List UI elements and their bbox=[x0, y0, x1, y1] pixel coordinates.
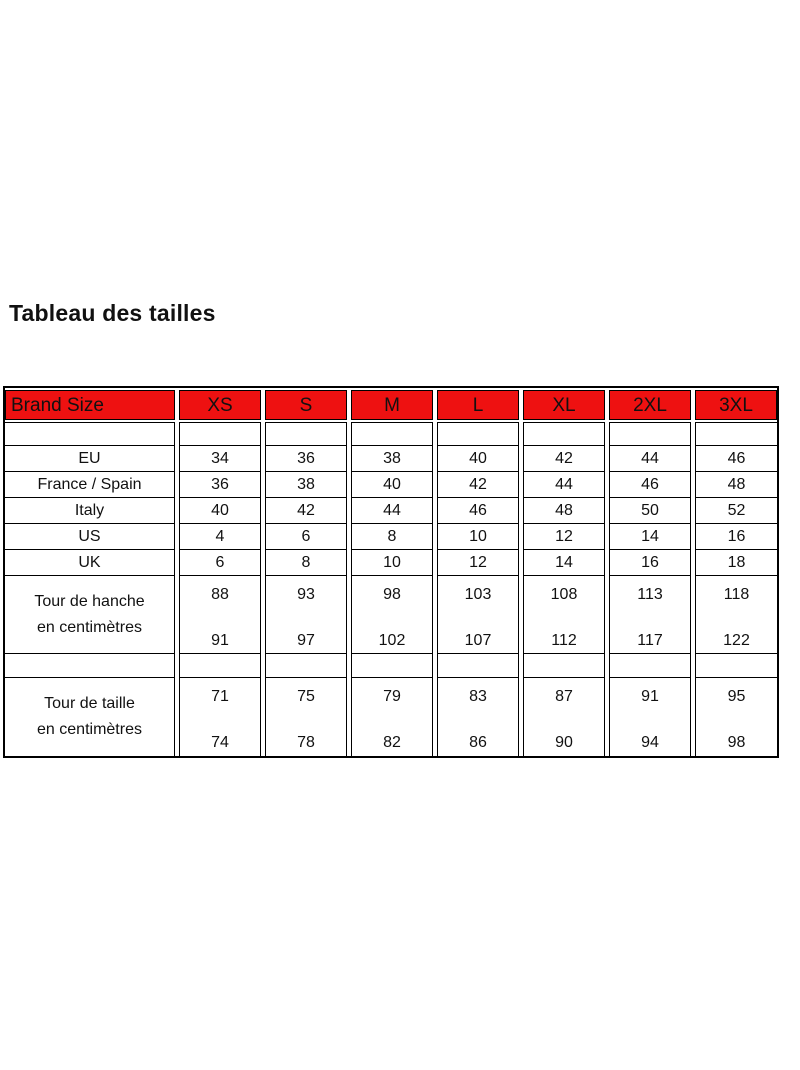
measure-max: 86 bbox=[469, 734, 487, 751]
size-value: 46 bbox=[469, 501, 487, 519]
measure-max: 122 bbox=[723, 631, 750, 649]
size-value: 38 bbox=[297, 475, 315, 493]
measure-min: 103 bbox=[464, 585, 492, 603]
measure-range bbox=[637, 581, 663, 649]
measure-min: 83 bbox=[469, 688, 487, 705]
size-value: 6 bbox=[215, 553, 225, 571]
measure-max: 107 bbox=[464, 631, 492, 649]
size-value: 52 bbox=[727, 501, 746, 519]
measure-range bbox=[555, 683, 573, 751]
measure-min: 88 bbox=[211, 585, 229, 603]
size-value: 44 bbox=[555, 475, 573, 493]
measure-range bbox=[379, 581, 406, 649]
measure-min: 118 bbox=[723, 585, 750, 603]
page-title: Tableau des tailles bbox=[9, 300, 216, 326]
measure-range bbox=[383, 683, 401, 751]
measure-range bbox=[641, 683, 659, 751]
size-value: 48 bbox=[727, 475, 746, 493]
measure-min: 79 bbox=[383, 688, 401, 705]
measure-range bbox=[211, 683, 229, 751]
row-label: US bbox=[78, 527, 101, 545]
measure-min: 113 bbox=[637, 585, 663, 603]
measure-max: 78 bbox=[297, 734, 315, 751]
size-value: 14 bbox=[641, 527, 659, 545]
measure-range bbox=[297, 683, 315, 751]
size-value: 46 bbox=[641, 475, 659, 493]
size-value: 12 bbox=[469, 553, 487, 571]
header-row bbox=[5, 388, 777, 422]
size-value: 10 bbox=[383, 553, 401, 571]
measure-range bbox=[723, 581, 750, 649]
measure-min: 108 bbox=[550, 585, 578, 603]
size-header-3xl: 3XL bbox=[695, 390, 777, 420]
size-value: 40 bbox=[211, 501, 229, 519]
size-value: 14 bbox=[555, 553, 573, 571]
size-value: 4 bbox=[215, 527, 225, 545]
brand-size-header: Brand Size bbox=[5, 390, 175, 420]
waist-row bbox=[5, 678, 777, 756]
measure-max: 112 bbox=[551, 631, 577, 649]
size-value: 50 bbox=[641, 501, 659, 519]
label-line: Tour de taille bbox=[44, 695, 135, 713]
table-row bbox=[5, 550, 777, 576]
size-value: 10 bbox=[469, 527, 487, 545]
table-row bbox=[5, 472, 777, 498]
measure-min: 71 bbox=[211, 688, 229, 705]
measure-range bbox=[728, 683, 746, 751]
size-header-2xl: 2XL bbox=[609, 390, 691, 420]
size-value: 46 bbox=[727, 449, 746, 467]
measure-min: 95 bbox=[727, 688, 746, 705]
size-value: 16 bbox=[727, 527, 746, 545]
size-header-s: S bbox=[265, 390, 347, 420]
row-label: Italy bbox=[74, 501, 105, 519]
size-header-l: L bbox=[437, 390, 519, 420]
hip-row-label bbox=[34, 589, 144, 640]
size-chart-table bbox=[3, 386, 779, 758]
table-row bbox=[5, 524, 777, 550]
size-value: 38 bbox=[383, 449, 401, 467]
row-label: UK bbox=[78, 553, 101, 571]
size-value: 8 bbox=[387, 527, 397, 545]
size-value: 48 bbox=[555, 501, 573, 519]
size-value: 12 bbox=[555, 527, 573, 545]
measure-range bbox=[469, 683, 487, 751]
measure-range bbox=[211, 581, 229, 649]
size-value: 42 bbox=[469, 475, 487, 493]
table-row bbox=[5, 446, 777, 472]
size-header-xs: XS bbox=[179, 390, 261, 420]
size-value: 44 bbox=[641, 449, 659, 467]
size-value: 42 bbox=[297, 501, 315, 519]
measure-max: 102 bbox=[378, 631, 406, 649]
waist-row-label bbox=[37, 691, 142, 742]
size-header-xl: XL bbox=[523, 390, 605, 420]
label-line: en centimètres bbox=[37, 618, 142, 636]
measure-min: 93 bbox=[297, 585, 315, 603]
blank-row bbox=[5, 654, 777, 678]
size-value: 40 bbox=[383, 475, 401, 493]
measure-min: 87 bbox=[555, 688, 573, 705]
measure-max: 117 bbox=[637, 631, 663, 649]
row-label: France / Spain bbox=[37, 475, 142, 493]
measure-range bbox=[297, 581, 315, 649]
measure-range bbox=[465, 581, 492, 649]
measure-min: 91 bbox=[641, 688, 659, 705]
size-value: 40 bbox=[469, 449, 487, 467]
size-value: 44 bbox=[383, 501, 401, 519]
measure-min: 75 bbox=[297, 688, 315, 705]
size-value: 36 bbox=[211, 475, 229, 493]
size-value: 34 bbox=[211, 449, 229, 467]
size-value: 36 bbox=[297, 449, 315, 467]
size-value: 42 bbox=[555, 449, 573, 467]
blank-row bbox=[5, 422, 777, 446]
measure-min: 98 bbox=[383, 585, 401, 603]
measure-max: 97 bbox=[297, 631, 315, 649]
measure-max: 94 bbox=[641, 734, 659, 751]
measure-max: 82 bbox=[383, 734, 401, 751]
size-header-m: M bbox=[351, 390, 433, 420]
measure-max: 98 bbox=[727, 734, 746, 751]
row-label: EU bbox=[78, 449, 101, 467]
size-value: 6 bbox=[301, 527, 311, 545]
label-line: Tour de hanche bbox=[34, 592, 145, 610]
hip-row bbox=[5, 576, 777, 654]
table-row bbox=[5, 498, 777, 524]
size-value: 8 bbox=[301, 553, 311, 571]
label-line: en centimètres bbox=[37, 721, 142, 738]
size-value: 16 bbox=[641, 553, 659, 571]
measure-max: 91 bbox=[211, 631, 229, 649]
measure-max: 74 bbox=[211, 734, 229, 751]
size-value: 18 bbox=[727, 553, 746, 571]
measure-range bbox=[551, 581, 578, 649]
measure-max: 90 bbox=[555, 734, 573, 751]
